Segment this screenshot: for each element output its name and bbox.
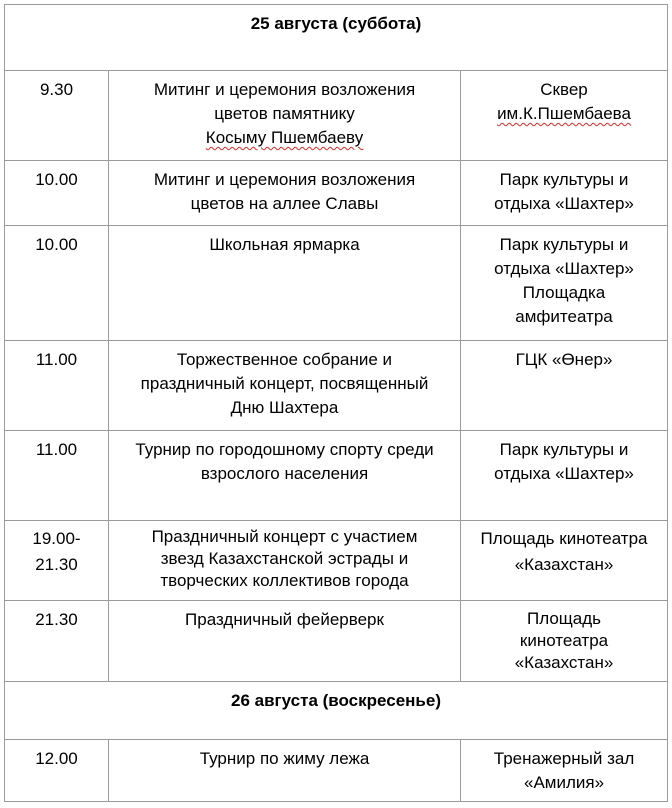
place-text-line: ГЦК «Өнер»: [515, 350, 613, 369]
day-header-row: [5, 682, 668, 740]
event-text-line: Дню Шахтера: [230, 398, 339, 417]
table-row: [5, 601, 668, 682]
place-text-line: отдыха «Шахтер»: [494, 194, 634, 213]
event-place: [461, 161, 668, 226]
time-text: 21.30: [35, 610, 78, 629]
table-row: [5, 161, 668, 226]
event-text-line: Турнир по городошному спорту среди: [135, 440, 434, 459]
place-text-line: «Казахстан»: [514, 555, 614, 574]
event-time: [5, 740, 109, 802]
event-text-line: Митинг и церемония возложения: [153, 170, 416, 189]
place-text-line: Площадка: [522, 283, 606, 302]
spellcheck-marked-text: им.К.Пшембаева: [497, 104, 631, 123]
event-text-line: Праздничный концерт с участием: [151, 527, 418, 546]
place-text-line: «Амилия»: [523, 773, 605, 792]
event-text-line: Торжественное собрание и: [176, 350, 393, 369]
event-place: [461, 601, 668, 682]
place-text-line: Площадь: [527, 609, 602, 628]
event-title: [109, 71, 461, 161]
event-place: [461, 71, 668, 161]
event-title: [109, 161, 461, 226]
day-header-row: [5, 5, 668, 71]
place-text-line: отдыха «Шахтер»: [494, 464, 634, 483]
event-place: [461, 740, 668, 802]
table-row: [5, 521, 668, 601]
time-text: 10.00: [35, 235, 78, 254]
time-text: 11.00: [35, 350, 78, 369]
place-text-line: Парк культуры и: [499, 235, 629, 254]
event-place: [461, 226, 668, 341]
place-text-line: Тренажерный зал: [493, 749, 635, 768]
event-time: [5, 71, 109, 161]
event-place: [461, 341, 668, 431]
event-text-line: цветов на аллее Славы: [190, 194, 379, 213]
event-time: [5, 521, 109, 601]
event-text-line: Школьная ярмарка: [209, 235, 360, 254]
day-title: 25 августа (суббота): [5, 5, 668, 71]
place-text-line: амфитеатра: [515, 307, 613, 326]
event-time: [5, 161, 109, 226]
event-place: [461, 431, 668, 521]
event-title: [109, 601, 461, 682]
spellcheck-marked-text: Косыму Пшембаеву: [205, 128, 364, 147]
time-text: 19.00-: [32, 529, 81, 548]
time-text: 12.00: [35, 749, 78, 768]
place-text-line: Парк культуры и: [499, 170, 629, 189]
table-row: [5, 740, 668, 802]
event-text-line: Турнир по жиму лежа: [199, 749, 370, 768]
event-text-line-spellmarked: [115, 126, 454, 150]
event-text-line: творческих коллективов города: [160, 571, 409, 590]
table-row: [5, 431, 668, 521]
event-title: [109, 521, 461, 601]
event-time: [5, 341, 109, 431]
place-text-line-spellmarked: [467, 102, 661, 126]
time-text: 11.00: [35, 440, 78, 459]
event-place: [461, 521, 668, 601]
place-text-line: отдыха «Шахтер»: [494, 259, 634, 278]
event-text-line: звезд Казахстанской эстрады и: [160, 549, 409, 568]
event-text-line: праздничный концерт, посвященный: [140, 374, 429, 393]
event-schedule-table: [4, 4, 668, 802]
event-time: [5, 431, 109, 521]
place-text-line: Площадь кинотеатра: [480, 529, 648, 548]
event-title: [109, 740, 461, 802]
event-time: [5, 601, 109, 682]
event-text-line: Митинг и церемония возложения: [153, 80, 416, 99]
time-text: 10.00: [35, 170, 78, 189]
place-text-line: кинотеатра: [519, 631, 609, 650]
place-text-line: Парк культуры и: [499, 440, 629, 459]
time-text: 9.30: [39, 80, 74, 99]
event-text-line: Праздничный фейерверк: [185, 610, 384, 629]
day-title: 26 августа (воскресенье): [5, 682, 668, 740]
event-title: [109, 341, 461, 431]
event-time: [5, 226, 109, 341]
event-title: [109, 226, 461, 341]
event-text-line: цветов памятнику: [214, 104, 355, 123]
place-text-line: Сквер: [540, 80, 588, 99]
event-text-line: взрослого населения: [200, 464, 369, 483]
table-row: [5, 226, 668, 341]
event-title: [109, 431, 461, 521]
time-text: 21.30: [35, 555, 78, 574]
place-text-line: «Казахстан»: [514, 653, 614, 672]
table-row: [5, 341, 668, 431]
table-row: [5, 71, 668, 161]
